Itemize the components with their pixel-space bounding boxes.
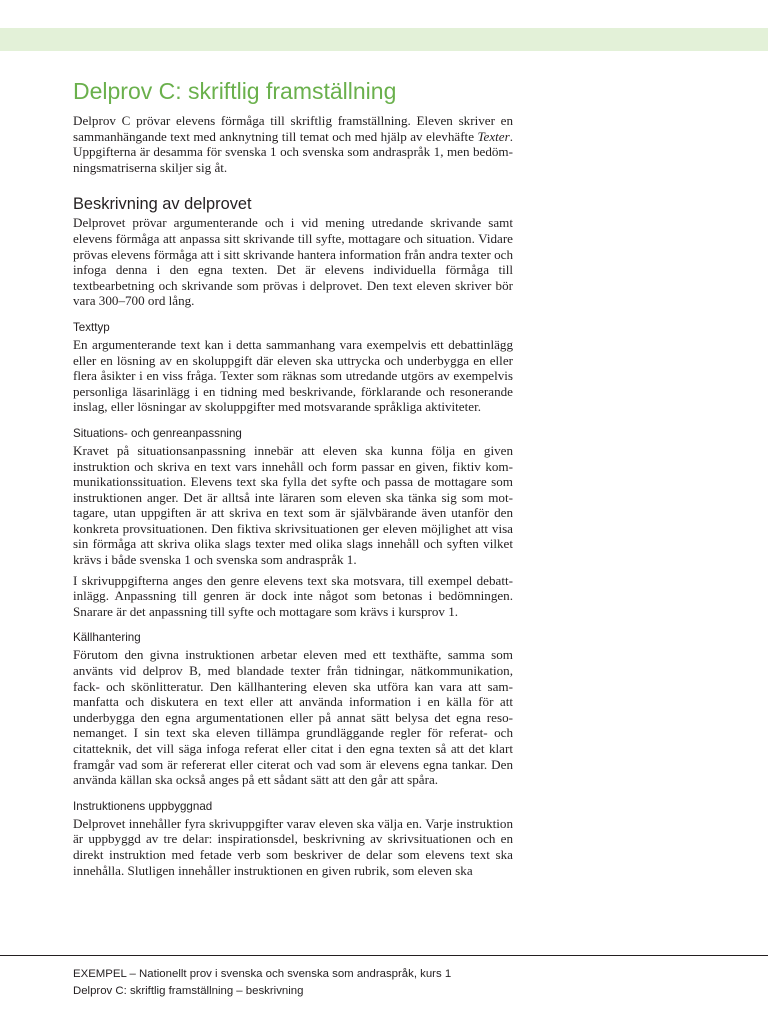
footer-exam-title: EXEMPEL – Nationellt prov i svenska och svenska som andraspråk, kurs 1	[73, 968, 452, 980]
page-title: Delprov C: skriftlig framställning	[73, 78, 397, 104]
footer-divider	[0, 955, 768, 956]
page-footer	[73, 966, 451, 1000]
booklet-title: Texter	[477, 128, 510, 144]
subheading-adaptation: Situations- och genreanpassning	[73, 426, 242, 440]
section-heading-description: Beskrivning av delprovet	[73, 195, 252, 214]
subheading-sources: Källhantering	[73, 631, 141, 645]
description-paragraph: Delprovet prövar argumenterande och i vid mening utredande skrivande samt elevens förmåga att anpassa sitt skrivande till syfte, mottagare och situation. Vidare prövas elevens förmåga att i sitt skrivande hantera information från andra texter och infoga denna i den egna texten. Det är elevens individuella förmåga till textbearbetning och skrivande som prövas i delprovet. Den text eleven skriver bör vara 300–700 ord lång.	[73, 215, 513, 309]
subheading-instructions: Instruktionens uppbyggnad	[73, 799, 213, 813]
intro-paragraph	[73, 113, 513, 175]
instructions-paragraph: Delprovet innehåller fyra skrivuppgifter varav eleven ska välja en. Varje instruktion är uppbyggd av tre delar: inspirationsdel, beskrivning av skrivsituationen och en direkt instruktion med fetade verb som beskriver de delar som elevens text ska innehålla. Slutligen innehåller instruktionen en given rubrik, som eleven ska	[73, 815, 513, 878]
footer-section-title: Delprov C: skriftlig framställning – beskrivning	[73, 985, 304, 997]
subheading-texttype: Texttyp	[73, 320, 110, 334]
header-band	[0, 28, 768, 51]
intro-text: Delprov C prövar elevens förmåga till skriftlig framställning. Eleven skriver en sammanhängande text med anknytning till temat och med hjälp av elevhäfte	[73, 113, 513, 144]
sources-paragraph: Förutom den givna instruktionen arbetar eleven med ett texthäfte, samma som använts vid delprov B, med blandade texter från tidningar, nätkommunikation, fack- och skönlitteratur. Den källhantering eleven ska utföra kan vara att sammanfatta och diskutera en text eller att använda information i en källa för att underbygga den egna argumentationen eller på annat sätt belysa det egna resonemanget. I sin text ska eleven tillämpa grundläggande regler för referat- och citatteknik, det vill säga infoga referat eller citat i den egna texten så att det klart framgår vad som är refererat eller citerat och vad som är elevens egna tankar. Den använda källan ska också anges på ett sådant sätt att den går att spåra.	[73, 647, 513, 788]
texttype-paragraph: En argumenterande text kan i detta sammanhang vara exempelvis ett debattinlägg eller en lösning av en skoluppgift där eleven ska uttrycka och underbygga en eller flera åsikter i en viss fråga. Texter som räknas som utredande utgörs av exempelvis personliga läsarinlägg i en tidning med beskrivande, förklarande och resonerande inslag, eller lösningar av skoluppgifter med motsvarande språkliga aktiviteter.	[73, 336, 513, 415]
page-content	[73, 76, 513, 878]
adaptation-paragraph: Kravet på situationsanpassning innebär att eleven ska kunna följa en given instruktion och skriva en text vars innehåll och form passar en given, fiktiv kommunikationssituation. Elevens text ska fylla det syfte och passa de mottagare som instruktionen anger. Det är alltså inte läraren som eleven ska tänka sig som mottagare, utan uppgiften är att skriva en text som är självbärande även utanför den konkreta provsituationen. Den fiktiva skrivsituationen ger eleven möjlighet att visa sin förmåga att skriva olika slags texter med olika slags innehåll och syften vilket krävs i både svenska 1 och svenska som andraspråk 1.	[73, 442, 513, 568]
genre-paragraph: I skrivuppgifterna anges den genre elevens text ska motsvara, till exempel debattinlägg. Anpassning till genren är dock inte något som betonas i bedömningen. Snarare är det anpassning till syfte och mottagare som krävs i kursprov 1.	[73, 572, 513, 619]
intro-text-end: . Uppgifterna är desamma för svenska 1 och svenska som andraspråk 1, men bedömningsmatriserna skiljer sig åt.	[73, 128, 513, 175]
